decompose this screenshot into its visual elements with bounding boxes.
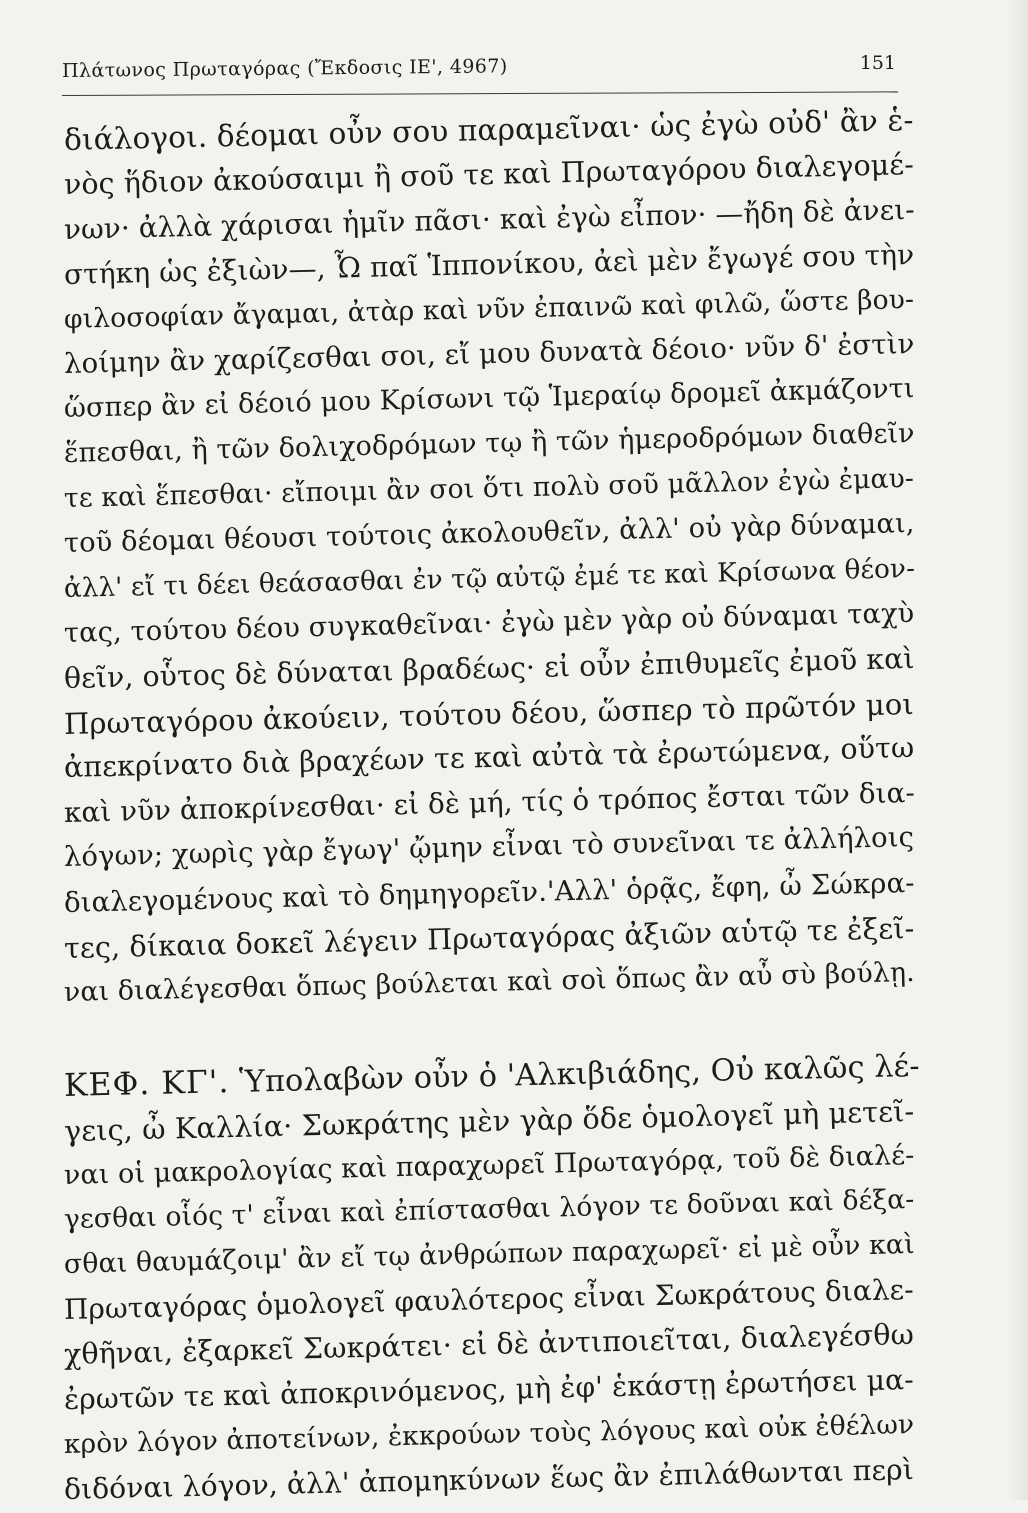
- text-line: στήκη ὡς ἐξιὼν—, Ὦ παῖ Ἱππονίκου, ἀεὶ μὲν ἔγωγέ σου τὴν: [63, 237, 915, 291]
- running-title: Πλάτωνος Πρωταγόρας (Ἔκδοσις ΙΕ', 4967): [61, 55, 508, 82]
- text-line: χθῆναι, ἐξαρκεῖ Σωκράτει· εἰ δὲ ἀντιποιεῖται, διαλεγέσθω: [63, 1318, 915, 1372]
- text-line: θεῖν, οὗτος δὲ δύναται βραδέως· εἰ οὖν ἐπιθυμεῖς ἐμοῦ καὶ: [63, 641, 915, 695]
- text-line: τε καὶ ἕπεσθαι· εἴποιμι ἂν σοι ὅτι πολὺ σοῦ μᾶλλον ἐγὼ ἐμαυ-: [63, 463, 915, 515]
- text-line: διάλογοι. δέομαι οὖν σου παραμεῖναι· ὡς ἐγὼ οὐδ' ἂν ἑ-: [63, 102, 914, 157]
- text-line: γεσθαι οἷός τ' εἶναι καὶ ἐπίστασθαι λόγον τε δοῦναι καὶ δέξα-: [63, 1184, 915, 1236]
- text-line: ὥσπερ ἂν εἰ δέοιό μου Κρίσωνι τῷ Ἱμεραίῳ δρομεῖ ἀκμάζοντι: [63, 373, 915, 425]
- text-line: νὸς ἥδιον ἀκούσαιμι ἢ σοῦ τε καὶ Πρωταγόρου διαλεγομέ-: [63, 147, 915, 201]
- page-body: [63, 102, 921, 1513]
- text-line: ἐρωτῶν τε καὶ ἀποκρινόμενος, μὴ ἐφ' ἑκάστῃ ἐρωτήσει μα-: [63, 1363, 915, 1417]
- text-line: καὶ νῦν ἀποκρίνεσθαι· εἰ δὲ μή, τίς ὁ τρόπος ἔσται τῶν δια-: [63, 776, 916, 830]
- text-line: διδόναι λόγον, ἀλλ' ἀπομηκύνων ἕως ἂν ἐπιλάθωνται περὶ: [63, 1452, 915, 1506]
- text-line: νων· ἀλλὰ χάρισαι ἡμῖν πᾶσι· καὶ ἐγὼ εἶπον· —ἤδη δὲ ἀνει-: [63, 192, 916, 246]
- text-line: ναι διαλέγεσθαι ὅπως βούλεται καὶ σοὶ ὅπως ἂν αὖ σὺ βούλῃ.: [63, 956, 916, 1008]
- text-line: τας, τούτου δέου συγκαθεῖναι· ἐγὼ μὲν γὰρ οὐ δύναμαι ταχὺ: [63, 597, 915, 649]
- text-line: ναι οἱ μακρολογίας καὶ παραχωρεῖ Πρωταγόρᾳ, τοῦ δὲ διαλέ-: [63, 1139, 915, 1191]
- text-line: Πρωταγόρας ὁμολογεῖ φαυλότερος εἶναι Σωκράτους διαλε-: [63, 1273, 915, 1327]
- text-line: γεις, ὦ Καλλία· Σωκράτης μὲν γὰρ ὅδε ὁμολογεῖ μὴ μετεῖ-: [63, 1093, 915, 1148]
- chapter-heading: ΚΕΦ. ΚΓ'.: [63, 1063, 230, 1104]
- text-line: ἀπεκρίνατο διὰ βραχέων τε καὶ αὐτὰ τὰ ἐρωτώμενα, οὕτω: [63, 731, 915, 785]
- text-line: Πρωταγόρου ἀκούειν, τούτου δέου, ὥσπερ τὸ πρῶτόν μοι: [63, 686, 915, 741]
- chapter-first-line: Ὑπολαβὼν οὖν ὁ 'Αλκιβιάδης, Οὐ καλῶς λέ-: [238, 1048, 921, 1100]
- text-line: ἕπεσθαι, ἢ τῶν δολιχοδρόμων τῳ ἢ τῶν ἡμεροδρόμων διαθεῖν: [63, 418, 915, 470]
- text-line: ἀλλ' εἴ τι δέει θεάσασθαι ἐν τῷ αὐτῷ ἐμέ τε καὶ Κρίσωνα θέον-: [63, 553, 916, 604]
- text-line: τες, δίκαια δοκεῖ λέγειν Πρωταγόρας ἀξιῶν αὑτῷ τε ἐξεῖ-: [63, 910, 915, 966]
- text-line: διαλεγομένους καὶ τὸ δημηγορεῖν.'Αλλ' ὁρᾷς, ἔφη, ὦ Σώκρα-: [63, 867, 915, 920]
- text-line: λοίμην ἂν χαρίζεσθαι σοι, εἴ μου δυνατὰ δέοιο· νῦν δ' ἐστὶν: [63, 327, 915, 381]
- text-line: τοῦ δέομαι θέουσι τούτοις ἀκολουθεῖν, ἀλλ' οὐ γὰρ δύναμαι,: [63, 507, 915, 560]
- text-line: κρὸν λόγον ἀποτείνων, ἐκκρούων τοὺς λόγους καὶ οὐκ ἐθέλων: [63, 1408, 915, 1460]
- page-number: 151: [859, 52, 896, 74]
- page-edge-shadow: [1006, 0, 1028, 1500]
- text-line: λόγων; χωρὶς γὰρ ἔγωγ' ᾤμην εἶναι τὸ συνεῖναι τε ἀλλήλοις: [63, 822, 915, 874]
- text-line: σθαι θαυμάζοιμ' ἂν εἴ τῳ ἀνθρώπων παραχωρεῖ· εἰ μὲ οὖν καὶ: [63, 1229, 915, 1281]
- header-rule: [62, 91, 898, 96]
- running-head: [62, 52, 898, 88]
- text-line: φιλοσοφίαν ἄγαμαι, ἀτὰρ καὶ νῦν ἐπαινῶ καὶ φιλῶ, ὥστε βου-: [63, 283, 915, 335]
